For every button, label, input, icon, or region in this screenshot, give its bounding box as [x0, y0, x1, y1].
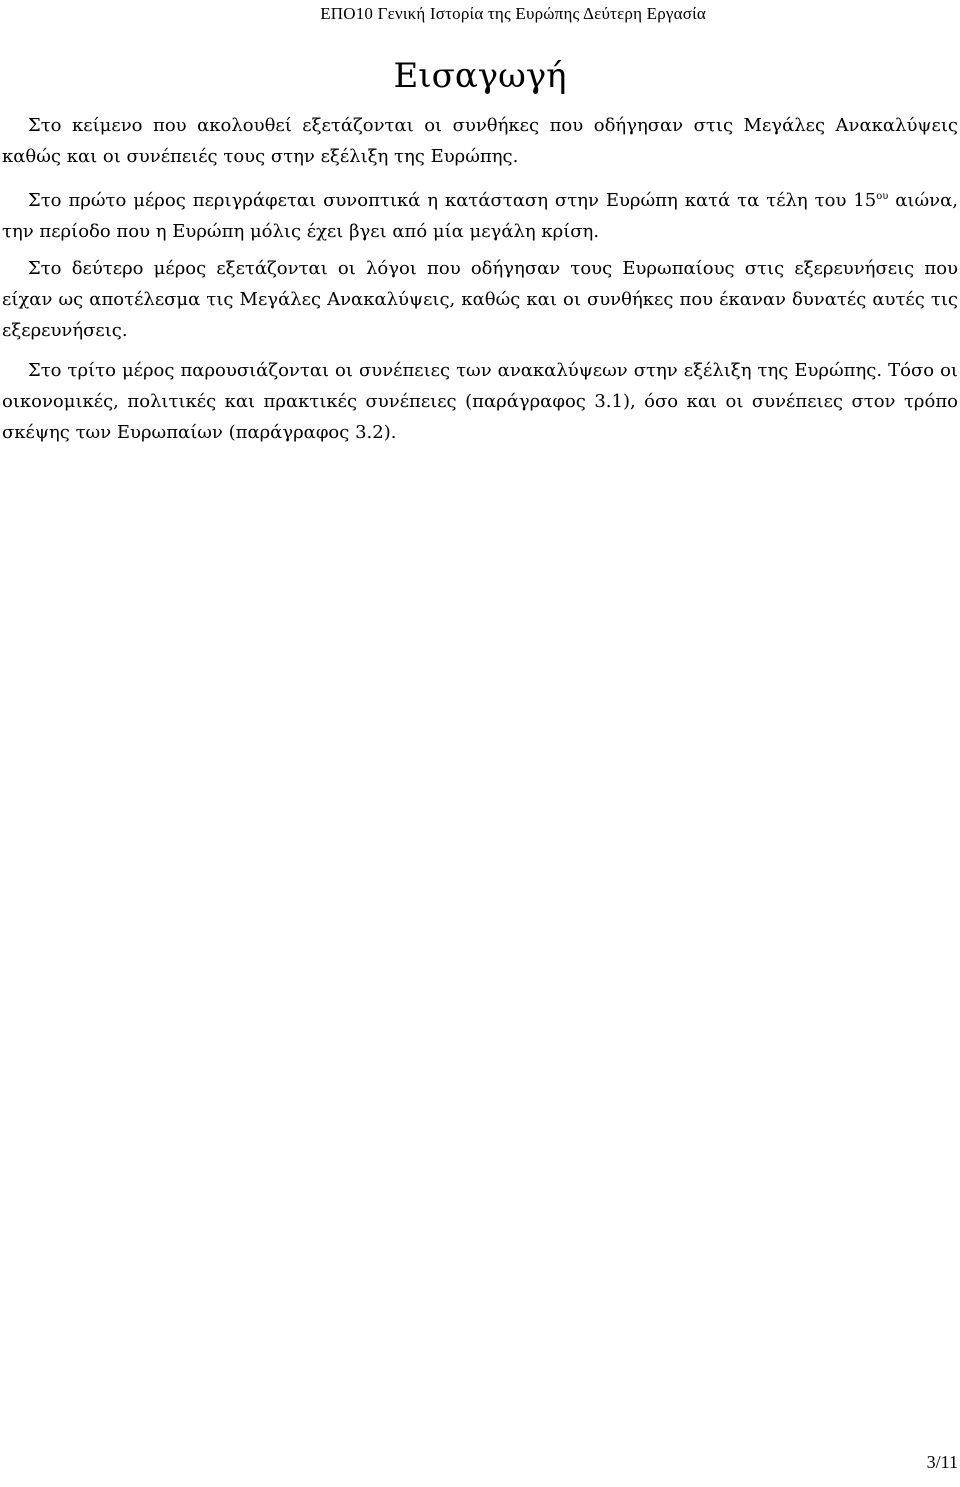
- page-title: Εισαγωγή: [393, 56, 567, 96]
- paragraph-intro: Στο κείμενο που ακολουθεί εξετάζονται οι συνθήκες που οδήγησαν στις Μεγάλες Ανακαλύψεις καθώς και οι συνέπειές τους στην εξέλιξη της Ευρώπης.: [2, 115, 958, 167]
- ordinal-superscript: ου: [876, 191, 889, 202]
- page-number: 3/11: [926, 1452, 958, 1472]
- paragraph-part-one: [2, 185, 958, 247]
- document-body: [2, 110, 958, 448]
- running-header: ΕΠΟ10 Γενική Ιστορία της Ευρώπης Δεύτερη Εργασία: [320, 4, 706, 23]
- paragraph-part-one-text-after: αιώνα, την περίοδο που η Ευρώπη μόλις έχει βγει από μία μεγάλη κρίση.: [2, 190, 958, 242]
- paragraph-part-two: Στο δεύτερο μέρος εξετάζονται οι λόγοι που οδήγησαν τους Ευρωπαίους στις εξερευνήσεις που είχαν ως αποτέλεσμα τις Μεγάλες Ανακαλύψεις, καθώς και οι συνθήκες που έκαναν δυνατές αυτές τις εξερευνήσεις.: [2, 258, 958, 341]
- paragraph-part-one-text-before: Στο πρώτο μέρος περιγράφεται συνοπτικά η κατάσταση στην Ευρώπη κατά τα τέλη του 15: [28, 190, 877, 211]
- paragraph-part-three: Στο τρίτο μέρος παρουσιάζονται οι συνέπειες των ανακαλύψεων στην εξέλιξη της Ευρώπης. Τόσο οι οικονομικές, πολιτικές και πρακτικές συνέπειες (παράγραφος 3.1), όσο και οι συνέπειες στον τρόπο σκέψης των Ευρωπαίων (παράγραφος 3.2).: [2, 360, 958, 443]
